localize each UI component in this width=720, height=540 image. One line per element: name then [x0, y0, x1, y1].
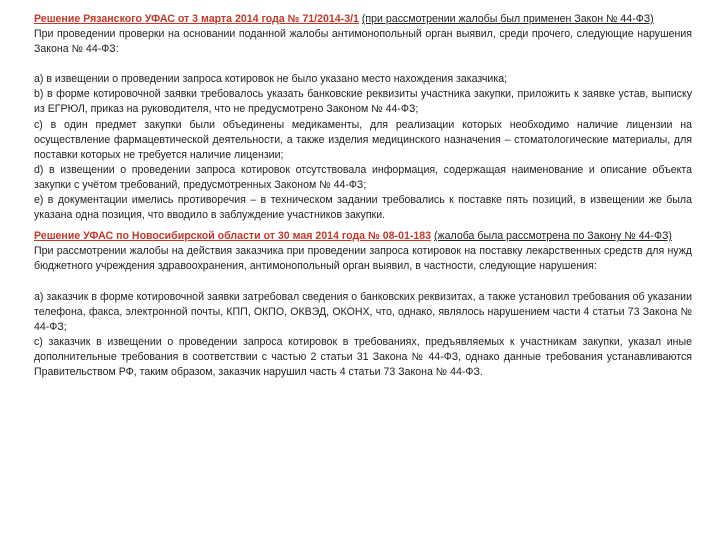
- section1-item-d: d) в извещении о проведении запроса котировок отсутствовала информация, содержащая наименование и описание объекта закупки с учётом требований, предусмотренных Законом № 44-ФЗ;: [34, 163, 692, 191]
- section2-item-a: а) заказчик в форме котировочной заявки затребовал сведения о банковских реквизитах, а также установил требования об указании телефона, факса, электронной почты, КПП, ОКПО, ОКВЭД, ОКОНХ, что, однако, являлось нарушением части 4 статьи 73 Закона № 44-ФЗ;: [34, 290, 692, 333]
- spacer: [34, 57, 692, 72]
- section1-item-a: а) в извещении о проведении запроса котировок не было указано место нахождения заказчика;: [34, 73, 508, 86]
- section2-item-c: с) заказчик в извещении о проведении запроса котировок в требованиях, предъявляемых к участникам закупки, указал иные дополнительные требования в соответствии с частью 2 статьи 31 Закона № 44-ФЗ, однако данные требования устанавливаются Правительством РФ, таким образом, заказчик нарушил часть 4 статьи 73 Закона № 44-ФЗ.: [34, 335, 692, 378]
- section1-intro: При проведении проверки на основании поданной жалобы антимонопольный орган выявил, среди прочего, следующие нарушения Закона № 44-ФЗ:: [34, 28, 692, 56]
- document-page: [34, 12, 692, 380]
- section1-header: [34, 12, 692, 27]
- section1-heading: Решение Рязанского УФАС от 3 марта 2014 года № 71/2014-3/1: [34, 13, 359, 25]
- section2-heading-note: (жалоба была рассмотрена по Закону № 44-ФЗ): [434, 230, 672, 243]
- section2-heading: Решение УФАС по Новосибирской области от 30 мая 2014 года № 08-01-183: [34, 230, 432, 243]
- section1-item-b: b) в форме котировочной заявки требовалось указать банковские реквизиты участника закупки, приложить к заявке устав, выписку из ЕГРЮЛ, приказ на руководителя, что не предусмотрено Законом № 44-ФЗ;: [34, 88, 692, 116]
- section1-item-e: е) в документации имелись противоречия – в техническом задании требовались к поставке пять позиций, в извещении же была указана одна позиция, что вводило в заблуждение участников закупки.: [34, 194, 692, 222]
- spacer: [34, 275, 692, 290]
- section1-heading-note: (при рассмотрении жалобы был применен Закон № 44-ФЗ): [361, 13, 654, 25]
- section1-item-c: с) в один предмет закупки были объединены медикаменты, для реализации которых необходимо наличие лицензии на осуществление фармацевтической деятельности, а также изделия медицинского назначения – стоматологические материалы, для поставки которых не требуется наличие лицензии;: [34, 118, 692, 161]
- section2-intro: При рассмотрении жалобы на действия заказчика при проведении запроса котировок на поставку лекарственных средств для нужд бюджетного учреждения здравоохранения, антимонопольный орган выявил, в частности, следующие нарушения:: [34, 245, 692, 273]
- section2-header: [34, 229, 692, 244]
